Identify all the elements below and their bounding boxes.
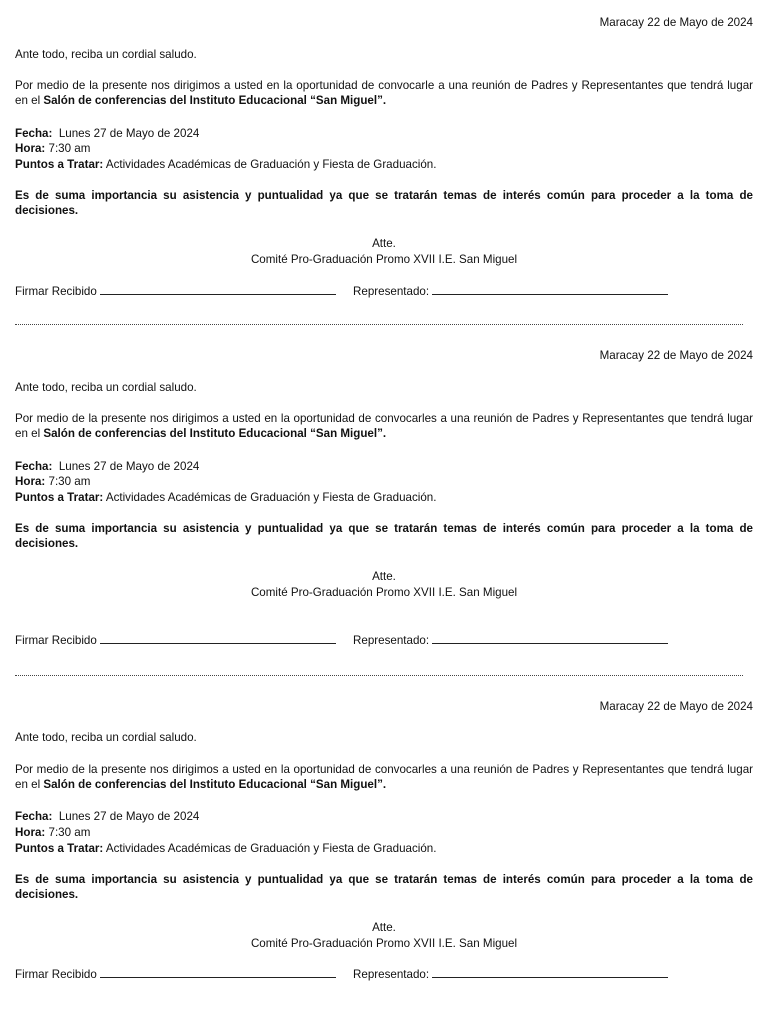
hora-line: Hora: 7:30 am <box>15 142 91 155</box>
representado-signature-line[interactable] <box>432 633 668 644</box>
puntos-line: Puntos a Tratar: Actividades Académicas de Graduación y Fiesta de Graduación. <box>15 158 437 171</box>
representado: Representado: <box>353 284 668 299</box>
greeting: Ante todo, reciba un cordial saludo. <box>15 731 197 744</box>
puntos-line: Puntos a Tratar: Actividades Académicas de Graduación y Fiesta de Graduación. <box>15 491 437 504</box>
puntos-line: Puntos a Tratar: Actividades Académicas de Graduación y Fiesta de Graduación. <box>15 842 437 855</box>
firmar-recibido: Firmar Recibido <box>15 633 336 648</box>
representado: Representado: <box>353 967 668 982</box>
greeting: Ante todo, reciba un cordial saludo. <box>15 381 197 394</box>
fecha-line: Fecha: Lunes 27 de Mayo de 2024 <box>15 460 200 473</box>
letter-date: Maracay 22 de Mayo de 2024 <box>599 700 753 713</box>
intro-paragraph: Por medio de la presente nos dirigimos a usted en la oportunidad de convocarles a una reunión de Padres y Representantes que tendrá lugar en el Salón de conferencias del Instituto Educacional “San Miguel”. <box>15 412 753 440</box>
representado: Representado: <box>353 633 668 648</box>
atte: Atte. <box>372 570 396 583</box>
firmar-signature-line[interactable] <box>100 633 336 644</box>
cut-line-2 <box>15 673 743 676</box>
firmar-recibido: Firmar Recibido <box>15 967 336 982</box>
letter-date: Maracay 22 de Mayo de 2024 <box>599 16 753 29</box>
notice-paragraph: Es de suma importancia su asistencia y puntualidad ya que se tratarán temas de interés común para proceder a la toma de decisiones. <box>15 522 753 550</box>
notice-paragraph: Es de suma importancia su asistencia y puntualidad ya que se tratarán temas de interés común para proceder a la toma de decisiones. <box>15 873 753 901</box>
hora-line: Hora: 7:30 am <box>15 475 91 488</box>
venue-name: Salón de conferencias del Instituto Educacional “San Miguel”. <box>43 778 387 791</box>
committee-name: Comité Pro-Graduación Promo XVII I.E. San Miguel <box>250 937 518 950</box>
greeting: Ante todo, reciba un cordial saludo. <box>15 48 197 61</box>
letter-date: Maracay 22 de Mayo de 2024 <box>599 349 753 362</box>
committee-name: Comité Pro-Graduación Promo XVII I.E. San Miguel <box>250 586 518 599</box>
fecha-line: Fecha: Lunes 27 de Mayo de 2024 <box>15 127 200 140</box>
fecha-line: Fecha: Lunes 27 de Mayo de 2024 <box>15 810 200 823</box>
representado-signature-line[interactable] <box>432 967 668 978</box>
intro-paragraph: Por medio de la presente nos dirigimos a usted en la oportunidad de convocarle a una reunión de Padres y Representantes que tendrá lugar en el Salón de conferencias del Instituto Educacional “San Miguel”. <box>15 79 753 107</box>
firmar-signature-line[interactable] <box>100 284 336 295</box>
venue-name: Salón de conferencias del Instituto Educacional “San Miguel”. <box>43 427 387 440</box>
venue-name: Salón de conferencias del Instituto Educacional “San Miguel”. <box>43 94 387 107</box>
notice-paragraph: Es de suma importancia su asistencia y puntualidad ya que se tratarán temas de interés común para proceder a la toma de decisiones. <box>15 189 753 217</box>
firmar-recibido: Firmar Recibido <box>15 284 336 299</box>
atte: Atte. <box>372 237 396 250</box>
committee-name: Comité Pro-Graduación Promo XVII I.E. San Miguel <box>250 253 518 266</box>
representado-signature-line[interactable] <box>432 284 668 295</box>
atte: Atte. <box>372 921 396 934</box>
cut-line-1 <box>15 322 743 325</box>
intro-paragraph: Por medio de la presente nos dirigimos a usted en la oportunidad de convocarles a una reunión de Padres y Representantes que tendrá lugar en el Salón de conferencias del Instituto Educacional “San Miguel”. <box>15 763 753 791</box>
firmar-signature-line[interactable] <box>100 967 336 978</box>
hora-line: Hora: 7:30 am <box>15 826 91 839</box>
